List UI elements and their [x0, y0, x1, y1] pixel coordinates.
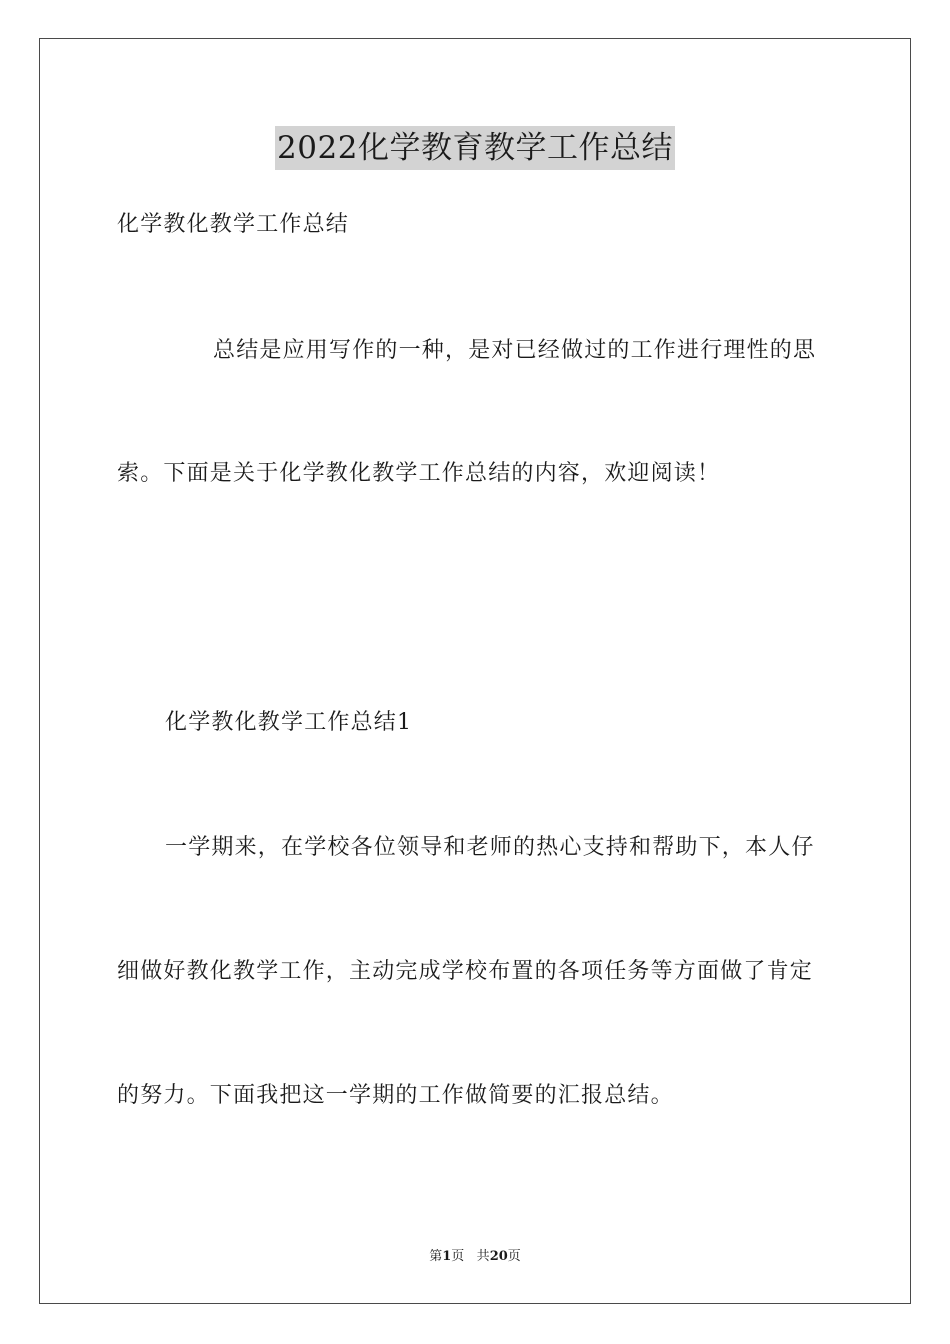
body-paragraph-line-1: 一学期来，在学校各位领导和老师的热心支持和帮助下，本人仔 — [165, 835, 815, 860]
footer-total-pages: 20 — [489, 1249, 508, 1264]
document-title: 2022化学教育教学工作总结 — [275, 126, 675, 170]
footer-total-unit: 页 — [507, 1249, 521, 1264]
page-footer — [0, 1248, 950, 1266]
intro-paragraph-line-2: 索。下面是关于化学教化教学工作总结的内容，欢迎阅读！ — [117, 461, 721, 486]
footer-total-prefix: 共 — [476, 1249, 490, 1264]
footer-page-unit: 页 — [451, 1249, 465, 1264]
body-paragraph-line-2: 细做好教化教学工作，主动完成学校布置的各项任务等方面做了肯定 — [117, 959, 814, 984]
footer-page-number: 1 — [442, 1249, 452, 1264]
body-paragraph-line-3: 的努力。下面我把这一学期的工作做简要的汇报总结。 — [117, 1083, 674, 1108]
section-heading: 化学教化教学工作总结1 — [165, 710, 413, 735]
intro-paragraph-line-1: 总结是应用写作的一种，是对已经做过的工作进行理性的思 — [213, 338, 817, 363]
footer-page-prefix: 第 — [429, 1249, 443, 1264]
title-container — [0, 126, 950, 170]
document-subtitle: 化学教化教学工作总结 — [117, 212, 350, 237]
